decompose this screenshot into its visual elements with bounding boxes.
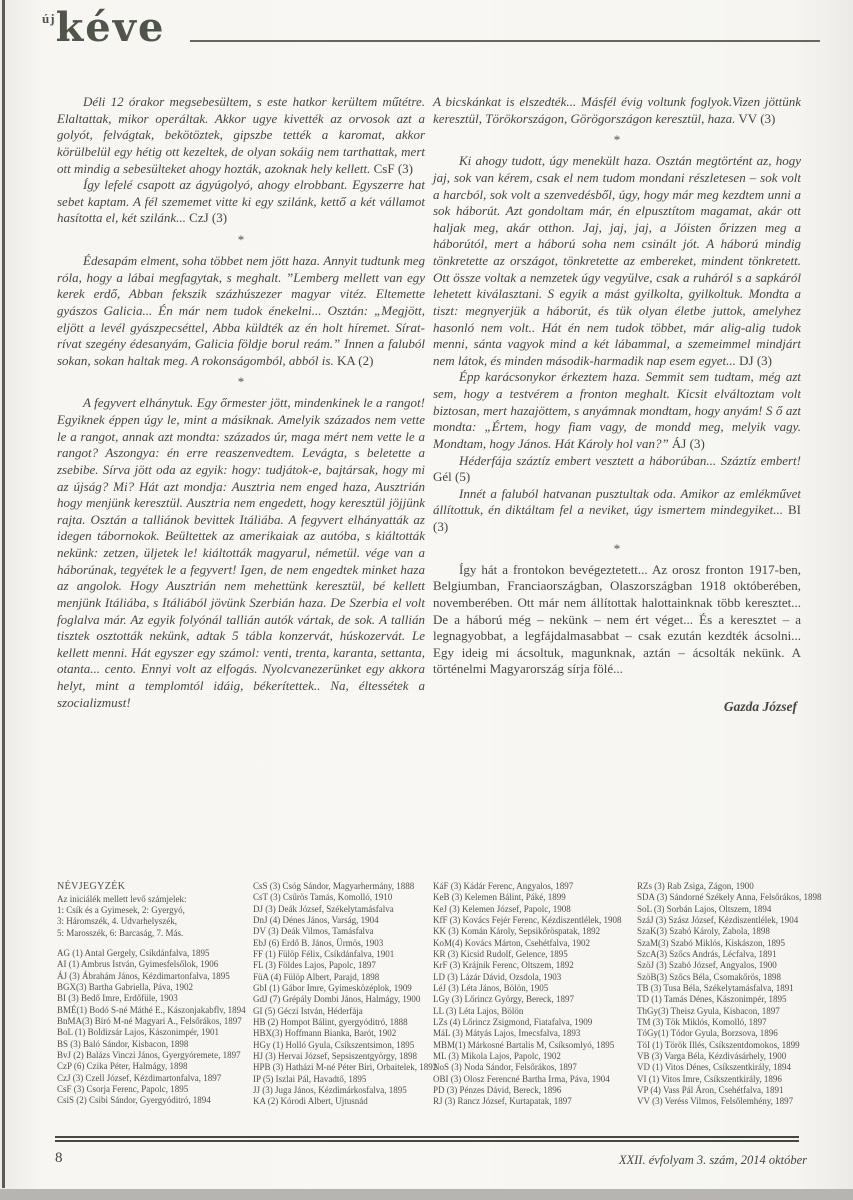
register-entry: BS (3) Baló Sándor, Kisbacon, 1898 xyxy=(57,1038,189,1049)
article-body xyxy=(57,94,801,884)
register-entry: KR (3) Kicsid Rudolf, Gelence, 1895 xyxy=(433,948,568,959)
register-entry: RZs (3) Rab Zsiga, Zágon, 1900 xyxy=(637,881,754,891)
informant-initials: CzJ (3) xyxy=(185,210,228,226)
register-entry: LéJ (3) Léta János, Bölön, 1905 xyxy=(433,982,549,993)
section-separator: * xyxy=(613,132,621,148)
register-entry: ML (3) Mikola Lajos, Papolc, 1902 xyxy=(433,1050,561,1061)
register-legend xyxy=(57,894,243,939)
register-entry: HGy (1) Holló Gyula, Csíkszentsimon, 1895 xyxy=(253,1039,415,1050)
article-paragraph xyxy=(433,153,801,369)
register-entry: LD (3) Lázár Dávid, Ozsdola, 1903 xyxy=(433,971,562,982)
informant-initials: Gél (5) xyxy=(433,469,471,485)
register-entry: SzaM(3) Szabó Miklós, Kiskászon, 1895 xyxy=(637,937,785,948)
register-entry: MáL (3) Mátyás Lajos, Imecsfalva, 1893 xyxy=(433,1028,581,1039)
paragraph-text: A bicskánkat is elszedték... Másfél évig voltunk foglyok.Vizen jöttünk keresztül, Törökországon, Görögországon keresztül, haza. xyxy=(433,94,801,126)
issue-label: XXII. évfolyam 3. szám, 2014 október xyxy=(618,1153,807,1167)
register-entry: KK (3) Komán Károly, Sepsikőröspatak, 1892 xyxy=(433,926,601,937)
register-entry: KoM(4) Kovács Márton, Csehétfalva, 1902 xyxy=(433,937,590,948)
informant-initials: ÁJ (3) xyxy=(668,435,705,451)
article-paragraph xyxy=(57,177,425,227)
register-entry: CsiS (2) Csibi Sándor, Gyergyóditró, 1894 xyxy=(57,1095,211,1106)
paragraph-text: Épp karácsonykor érkeztem haza. Semmit sem tudtam, még azt sem, hogy a testvérem a fronton meghalt. Kicsit elváltoztam volt biztosan, mert hazajöttem, s anyámnak mondtam, hogy anyám! S ő azt mondta: „Értem, hogy fiam vagy, de mondd meg, melyik vagy. Mondtam, hogy János. Hát Károly hol van?” xyxy=(433,369,801,451)
register-column-1 xyxy=(57,881,246,1108)
scan-bottom-band xyxy=(0,1189,853,1200)
register-entry: LZs (4) Lőrincz Zsigmond, Fiatafalva, 1909 xyxy=(433,1016,593,1027)
informant-initials: KA (2) xyxy=(333,352,374,368)
informant-initials: BI (3) xyxy=(433,502,801,534)
article-paragraph xyxy=(433,486,801,536)
page-number: 8 xyxy=(55,1150,63,1166)
article-paragraph xyxy=(57,94,425,177)
register-entry: DJ (3) Deák József, Székelytamásfalva xyxy=(253,903,394,914)
register-entry: FF (1) Fülöp Félix, Csíkdánfalva, 1901 xyxy=(253,948,395,959)
magazine-logo xyxy=(42,4,166,51)
register-legend-line: 1: Csík és a Gyimesek, 2: Gyergyó, xyxy=(57,904,185,915)
register-entry: JJ (3) Juga János, Kézdimárkosfalva, 1895 xyxy=(253,1084,407,1095)
register-entry: CzP (6) Czika Péter, Halmágy, 1898 xyxy=(57,1061,188,1072)
informant-initials: DJ (3) xyxy=(735,352,773,368)
section-separator: * xyxy=(613,540,621,556)
register-entry: TM (3) Tök Miklós, Komolló, 1897 xyxy=(637,1016,767,1027)
register-entry: SzöJ (3) Szabó József, Angyalos, 1900 xyxy=(637,960,777,971)
register-entry: TB (3) Tusa Béla, Székelytamásfalva, 1891 xyxy=(637,982,794,993)
register-column-2 xyxy=(253,881,438,1108)
register-title: NÉVJEGYZÉK xyxy=(57,881,126,892)
register-entry: VV (3) Veréss Vilmos, Felsőlemhény, 1897 xyxy=(637,1096,794,1107)
register-column-4 xyxy=(637,881,822,1108)
paragraph-text: Innét a faluból hatvanan pusztultak oda. Amikor az emlékművet állítottuk, én diktáltam fel a neviket, úgy ismertem mindegyiket... xyxy=(433,485,801,518)
register-entry: BoL (1) Boldizsár Lajos, Kászonimpér, 1901 xyxy=(57,1027,220,1038)
paragraph-text: Így lefelé csapott az ágyúgolyó, ahogy elrobbant. Egyszerre hat sebet kaptam. A fél szememet vitte ki egy szilánk, kettő a két vállamot hasította el, két szilánk... xyxy=(57,177,425,226)
section-separator: * xyxy=(237,374,245,390)
footer-rule xyxy=(55,1136,799,1142)
register-legend-line: 5: Marosszék, 6: Barcaság, 7. Más. xyxy=(57,927,184,938)
register-entry: AG (1) Antal Gergely, Csíkdánfalva, 1895 xyxy=(57,947,210,958)
register-column-3 xyxy=(433,881,627,1108)
register-entry: SzaK(3) Szabó Károly, Zabola, 1898 xyxy=(637,926,770,937)
register-entry: OBI (3) Olosz Ferencné Bartha Irma, Páva, 1904 xyxy=(433,1073,610,1084)
register-entry: KrF (3) Krájnik Ferenc, Oltszem, 1892 xyxy=(433,960,574,971)
register-entry: VP (4) Vass Pál Áron, Csehétfalva, 1891 xyxy=(637,1084,784,1095)
register-entry: VD (1) Vitos Dénes, Csíkszentkirály, 1894 xyxy=(637,1062,791,1073)
register-entry: DV (3) Deák Vilmos, Tamásfalva xyxy=(253,926,374,937)
register-entry: BGX(3) Bartha Gabriella, Páva, 1902 xyxy=(57,981,193,992)
paragraph-text: Édesapám elment, soha többet nem jött haza. Annyit tudtunk meg róla, hogy a lábai megfagytak, s meghalt. ”Lemberg mellett van egy kerek erdő, Abban fekszik százhúszezer magyar vitéz. Eltemette gyászos Galicia... Én már nem tudok énekelni... Osztán: „Megjött, eljött a levél gyászpecséttel, Abba küldték az én holt híremet. Sírat-rívat szegény édesanyám, Galicia földje borul reám.” Innen a faluból sokan, sokan haltak meg. A rokonságomból, abból is. xyxy=(57,253,425,368)
article-paragraph xyxy=(57,253,425,369)
register-entry: HB (2) Hompot Bálint, gyergyóditró, 1888 xyxy=(253,1016,408,1027)
register-entry: EbJ (6) Erdő B. János, Ürmös, 1903 xyxy=(253,937,384,948)
register-entry: CzJ (3) Czell József, Kézdimartonfalva, 1897 xyxy=(57,1072,222,1083)
register-entry: HBX(3) Hoffmann Bianka, Barót, 1902 xyxy=(253,1028,397,1039)
article-paragraph xyxy=(433,453,801,486)
register-entry: GI (5) Géczi István, Héderfája xyxy=(253,1005,363,1016)
register-entry: SzcA(3) Szőcs András, Lécfalva, 1891 xyxy=(637,948,777,959)
paragraph-text: Déli 12 órakor megsebesültem, s este hatkor kerültem műtétre. Elaltattak, mikor operáltak. Akkor ugye kivették az orvosok azt a golyót, felvágtak, bekötöztek, gipszbe tették a karomat, akkor körülbelül egy hétig ott kezeltek, de olyan sokáig nem tarthattak, mert ott mindig a sebesülteket ahogy hozták, azoknak hely kellett. xyxy=(57,94,425,176)
register-entry: IP (5) Iszlai Pál, Havadtő, 1895 xyxy=(253,1073,367,1084)
article-paragraph xyxy=(57,395,425,711)
paragraph-text: A fegyvert elhánytuk. Egy őrmester jött, mindenkinek le a rangot! Egyiknek éppen úgy le, mint a másiknak. Amelyik százados nem vette le a rangot, annak azt mondta: százados úr, maga mért nem vette le a rangot? Aszongya: én erre reaszenvedtem. Levágta, s beletette a zsebibe. Sírva jött oda az egyik: hogy: tudjátok-e, bajtársak, hogy mi az újság? Mi? Hát azt mondja: Ausztria nem enged haza, Ausztrián hogy menjünk keresztül. Ausztria nem engedett, hogy keresztül jöjjünk rajta. Osztán a talliánok bevittek Itáliába. A fegyvert elhányatták az idegen tábornokok. Beültettek az amerikaiak az autóba, s kiáltották nekünk: zetzen, üljetek le! kiáltották magyarul, németül. vége van a háborúnak, tegyétek le a fegyvert! Igen, de nem engedtek minket haza az angolok. Hogy Ausztrián nem mehettünk keresztül, bé kellett menjünk Itáliába, s Itáliából jövünk Szerbián haza. De Szerbia el volt foglalva már. Az egyik folyónál tallián autók vártak, de sok. A tallián tisztek osztották nekünk, adtak 5 tábla konzervát, húskozervát. Le kellett menni. Hát egyszer egy számol: venti, trenta, karanta, settanta, otanta... cento. Ennyi volt az elfogás. Nyolcvanezerünket egy akkora helyt, mint a templomtól idáig, békerítettek.. Na, éltessétek a szocializmust! xyxy=(57,395,425,710)
name-register xyxy=(57,881,822,1108)
article-paragraph xyxy=(433,369,801,452)
register-entry: SDA (3) Sándorné Székely Anna, Felsőrákos, 1898 xyxy=(637,892,822,903)
article-paragraph xyxy=(433,94,801,127)
register-entry: FüA (4) Fülöp Albert, Parajd, 1898 xyxy=(253,971,380,982)
register-entry: KeB (3) Kelemen Bálint, Páké, 1899 xyxy=(433,892,566,903)
register-entry: CsS (3) Csóg Sándor, Magyarhermány, 1888 xyxy=(253,881,415,891)
logo-title: kéve xyxy=(55,4,166,51)
register-entry: GbI (1) Gábor Imre, Gyimesközéplok, 1909 xyxy=(253,982,412,993)
register-entry: CsT (3) Csűrös Tamás, Komolló, 1910 xyxy=(253,892,393,903)
paragraph-text: Héderfája száztíz embert vesztett a háborúban... Száztíz embert! xyxy=(459,452,801,468)
register-entry: SzöB(3) Szőcs Béla, Csomakőrös, 1898 xyxy=(637,971,781,982)
register-entry: TD (1) Tamás Dénes, Kászonimpér, 1895 xyxy=(637,994,787,1005)
register-entry: VI (1) Vitos Imre, Csíkszentkirály, 1896 xyxy=(637,1073,782,1084)
register-entry: BMÉ(1) Bodó S-né Máthé E., Kászonjakabflv, 1894 xyxy=(57,1004,246,1015)
register-entry: BnMA(3) Biró M-né Magyari A., Felsőrákos, 1897 xyxy=(57,1015,242,1026)
register-entry: MBM(1) Márkosné Bartalis M, Csíksomlyó, 1895 xyxy=(433,1039,615,1050)
register-entry: LGy (3) Lőrincz György, Bereck, 1897 xyxy=(433,994,574,1005)
register-entry: RJ (3) Rancz József, Kurtapatak, 1897 xyxy=(433,1096,572,1107)
section-separator: * xyxy=(237,232,245,247)
register-entry: PD (3) Pénzes Dávid, Bereck, 1896 xyxy=(433,1084,562,1095)
register-entry: TöI (1) Török Illés, Csíkszentdomokos, 1899 xyxy=(637,1039,800,1050)
informant-initials: VV (3) xyxy=(735,110,776,126)
logo-prefix: új xyxy=(42,11,56,26)
header-rule xyxy=(190,40,820,42)
register-entry: LL (3) Léta Lajos, Bölön xyxy=(433,1005,524,1016)
informant-initials: CsF (3) xyxy=(370,160,413,176)
register-entry: KA (2) Kórodi Albert, Ujtusnád xyxy=(253,1096,368,1107)
register-entry: DnJ (4) Dénes János, Varság, 1904 xyxy=(253,914,379,925)
register-legend-line: 3: Háromszék, 4. Udvarhelyszék, xyxy=(57,916,177,927)
register-entry: NoS (3) Noda Sándor, Felsőrákos, 1897 xyxy=(433,1062,577,1073)
register-entry: BvJ (2) Balázs Vinczi János, Gyergyóremete, 1897 xyxy=(57,1049,241,1060)
register-entry: ÁJ (3) Ábrahám János, Kézdimartonfalva, 1895 xyxy=(57,970,230,981)
register-entry: KáF (3) Kádár Ferenc, Angyalos, 1897 xyxy=(433,881,574,891)
register-entry: GdJ (7) Grépály Dombi János, Halmágy, 1900 xyxy=(253,994,421,1005)
paragraph-text: Így hát a frontokon bevégeztetett... Az orosz fronton 1917-ben, Belgiumban, Franciaországban, Olaszországban 1918 októberében, novemberében. Ott már nem állítottak halottainknak több keresztet... De a háború még – nekünk – nem ért véget... És a keresztet – a legnagyobbat, a legfájdalmasabbat – csak ezután kezdték ácsolni... Egy ideig mi ácsoltuk, magunknak, aztán – ácsolták nekünk. A történelmi Magyarország sírja fölé... xyxy=(433,561,801,677)
paragraph-text: Ki ahogy tudott, úgy menekült haza. Osztán megtörtént az, hogy jaj, sok van kérem, csak el nem tudom mondani részletesen – sok volt a harcból, sok volt a szenvedésből, úgy, hogy már meg kezdtem unni a sok háborút. Azt gondoltam már, én elpusztítom magamat, akár ott haljak meg, akár otthon. Jaj, jaj, jaj, a Jóisten őrizzen meg a háborútól, mert a háború soha nem csinált jót. A háború mindig tönkretette az országot, tönkretette az embereket, mindent tönkretett. Ott össze voltak a nemzetek úgy vegyülve, csak a ruháról s a sapkáról lehetett kiválasztani. S egyik a mást gyilkolta, gyilkoltuk. Mondta a tiszt: megnyerjük a háborút, és tük olyan életbe juttok, amelyhez hasonló nem volt.. Hát én nem tudok többet, már alig-alig tudok menni, sánta vagyok mind a két lábammal, a szemeimmel mindjárt nem látok, és minden második-harmadik nap esem egyet... xyxy=(433,153,801,368)
register-entries xyxy=(57,947,246,1107)
register-entry: HPB (3) Hatházi M-né Péter Biri, Orbaitelek, 1892 xyxy=(253,1062,438,1073)
register-entry: HJ (3) Hervai József, Sepsiszentgyörgy, 1898 xyxy=(253,1050,417,1061)
register-entry: ThGy(3) Theisz Gyula, Kisbacon, 1897 xyxy=(637,1005,780,1016)
article-paragraph xyxy=(433,562,801,678)
author-signature: Gazda József xyxy=(723,699,797,714)
register-entry: FL (3) Földes Lajos, Papolc, 1897 xyxy=(253,960,376,971)
register-entry: CsF (3) Csorja Ferenc, Papolc, 1895 xyxy=(57,1083,189,1094)
register-legend-line: Az iniciálék mellett levő számjelek: xyxy=(57,893,187,904)
register-entry: AI (1) Ambrus István, Gyimesfelsőlok, 1906 xyxy=(57,959,219,970)
register-entry: KfF (3) Kovács Fejér Ferenc, Kézdiszentlélek, 1908 xyxy=(433,914,622,925)
register-entry: SzáJ (3) Szász József, Kézdiszentlélek, 1904 xyxy=(637,914,799,925)
register-entry: TóGy(1) Tódor Gyula, Borzsova, 1896 xyxy=(637,1028,778,1039)
register-entry: SoL (3) Sorbán Lajos, Oltszem, 1894 xyxy=(637,903,772,914)
register-entry: KeJ (3) Kelemen József, Papolc, 1908 xyxy=(433,903,571,914)
article-left-column xyxy=(57,94,425,884)
register-entry: BI (3) Bedő Imre, Erdőfüle, 1903 xyxy=(57,993,178,1004)
scan-edge-left xyxy=(2,0,5,1188)
register-entry: VB (3) Varga Béla, Kézdivásárhely, 1900 xyxy=(637,1050,787,1061)
article-right-column xyxy=(433,94,801,884)
